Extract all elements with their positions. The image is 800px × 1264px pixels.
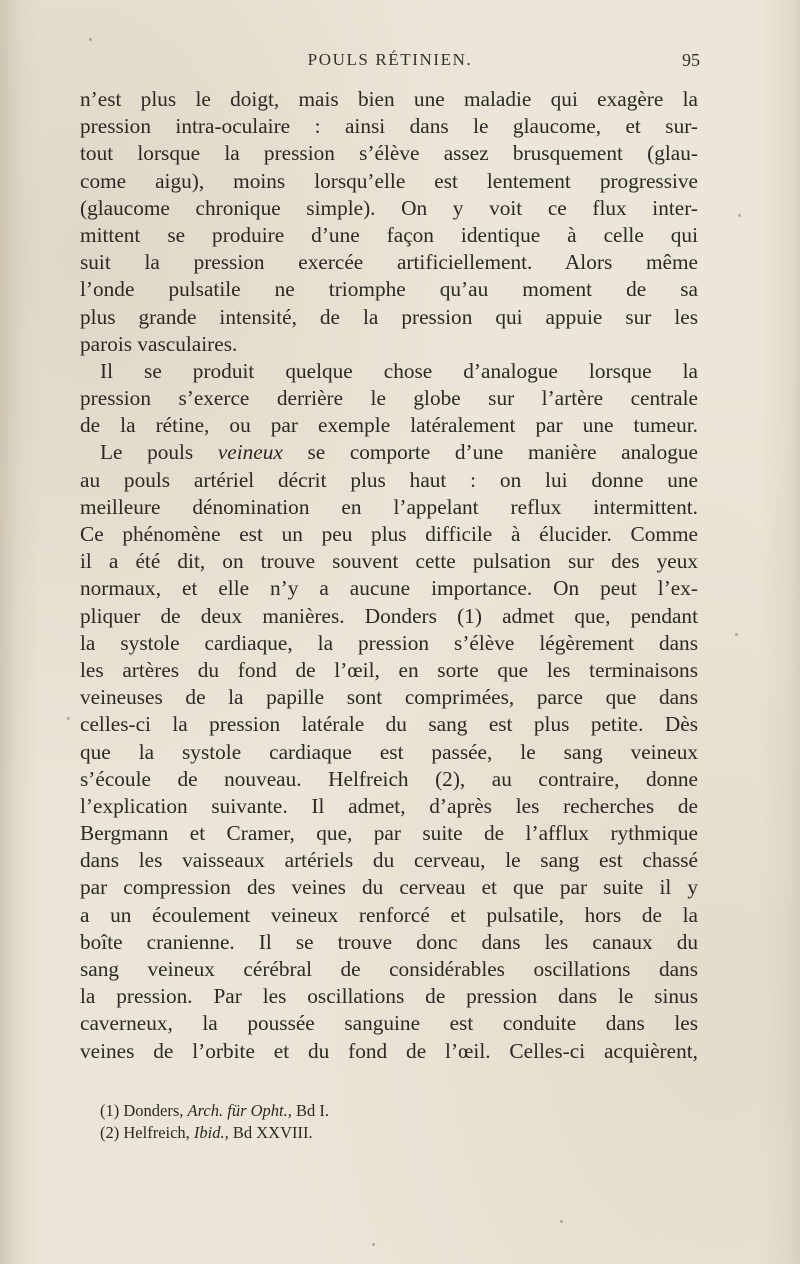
text-line: l’onde pulsatile ne triomphe qu’au moment de sa xyxy=(80,277,698,302)
text-line: la systole cardiaque, la pression s’élève légèrement dans xyxy=(80,630,698,655)
paper-fleck xyxy=(735,633,738,636)
footnotes xyxy=(100,1100,600,1144)
paper-fleck xyxy=(560,1220,563,1223)
italic-term: veineux xyxy=(217,440,283,465)
footnote-journal: Arch. für Opht., xyxy=(187,1101,292,1120)
paper-fleck xyxy=(372,1243,375,1246)
footnote-author: Donders, xyxy=(123,1101,184,1120)
text-line: mittent se produire d’une façon identique à celle qui xyxy=(80,222,698,247)
text-line: caverneux, la poussée sanguine est conduite dans les xyxy=(80,1011,698,1036)
text-run: Le pouls xyxy=(100,440,194,465)
footnote-mark: (2) xyxy=(100,1123,120,1142)
paper-fleck xyxy=(738,214,741,217)
paper-fleck xyxy=(89,38,92,41)
text-line: dans les vaisseaux artériels du cerveau, le sang est chassé xyxy=(80,848,698,873)
text-line: sang veineux cérébral de considérables oscillations dans xyxy=(80,957,698,981)
text-run: se comporte d’une manière analogue xyxy=(307,440,698,465)
text-line: que la systole cardiaque est passée, le sang veineux xyxy=(80,739,698,764)
footnote-2 xyxy=(100,1122,600,1144)
footnote-author: Helfreich, xyxy=(123,1123,190,1142)
text-line: veineuses de la papille sont comprimées, parce que dans xyxy=(80,685,698,710)
text-line: de la rétine, ou par exemple latéralement par une tumeur. xyxy=(80,413,698,438)
text-line: Bergmann et Cramer, que, par suite de l’afflux rythmique xyxy=(80,821,698,846)
footnote-ref: Bd I. xyxy=(296,1101,329,1120)
running-title: POULS RÉTINIEN. xyxy=(307,50,473,69)
text-line: n’est plus le doigt, mais bien une maladie qui exagère la xyxy=(80,87,698,111)
text-line: come aigu), moins lorsqu’elle est lentement progressive xyxy=(80,168,698,193)
text-line: les artères du fond de l’œil, en sorte que les terminaisons xyxy=(80,657,698,682)
page-number: 95 xyxy=(682,50,700,70)
text-line: par compression des veines du cerveau et que par suite il y xyxy=(80,875,698,900)
text-line: boîte cranienne. Il se trouve donc dans les canaux du xyxy=(80,929,698,954)
text-line: tout lorsque la pression s’élève assez brusquement (glau- xyxy=(80,141,698,166)
text-line: pliquer de deux manières. Donders (1) admet que, pendant xyxy=(80,603,698,628)
text-line: pression s’exerce derrière le globe sur l’artère centrale xyxy=(80,386,698,411)
text-line: Ce phénomène est un peu plus difficile à élucider. Comme xyxy=(80,522,698,546)
body-text xyxy=(80,86,698,1065)
text-line: (glaucome chronique simple). On y voit ce flux inter- xyxy=(80,195,698,220)
text-line: s’écoule de nouveau. Helfreich (2), au contraire, donne xyxy=(80,766,698,791)
footnote-ref: Bd XXVIII. xyxy=(232,1123,313,1142)
footnote-mark: (1) xyxy=(100,1101,120,1120)
text-line: la pression. Par les oscillations de pression dans le sinus xyxy=(80,984,698,1009)
text-line: parois vasculaires. xyxy=(80,331,238,356)
text-line: normaux, et elle n’y a aucune importance. On peut l’ex- xyxy=(80,576,698,601)
text-line: suit la pression exercée artificiellement. Alors même xyxy=(80,250,698,275)
text-line: veines de l’orbite et du fond de l’œil. Celles-ci acquièrent, xyxy=(80,1038,698,1063)
text-line: au pouls artériel décrit plus haut : on lui donne une xyxy=(80,467,698,492)
text-line: a un écoulement veineux renforcé et pulsatile, hors de la xyxy=(80,902,698,927)
footnote-1 xyxy=(100,1100,600,1122)
text-line: il a été dit, on trouve souvent cette pulsation sur des yeux xyxy=(80,549,698,574)
footnote-ibid: Ibid., xyxy=(193,1123,229,1142)
text-line: pression intra-oculaire : ainsi dans le glaucome, et sur- xyxy=(80,114,698,139)
paper-fleck xyxy=(67,717,70,720)
text-line: plus grande intensité, de la pression qui appuie sur les xyxy=(80,304,698,329)
text-line: meilleure dénomination en l’appelant reflux intermittent. xyxy=(80,494,698,519)
text-line: Il se produit quelque chose d’analogue lorsque la xyxy=(100,358,698,383)
page-header xyxy=(80,50,700,76)
text-line-italic xyxy=(80,439,698,466)
text-line: celles-ci la pression latérale du sang est plus petite. Dès xyxy=(80,712,698,737)
text-line: l’explication suivante. Il admet, d’après les recherches de xyxy=(80,793,698,818)
